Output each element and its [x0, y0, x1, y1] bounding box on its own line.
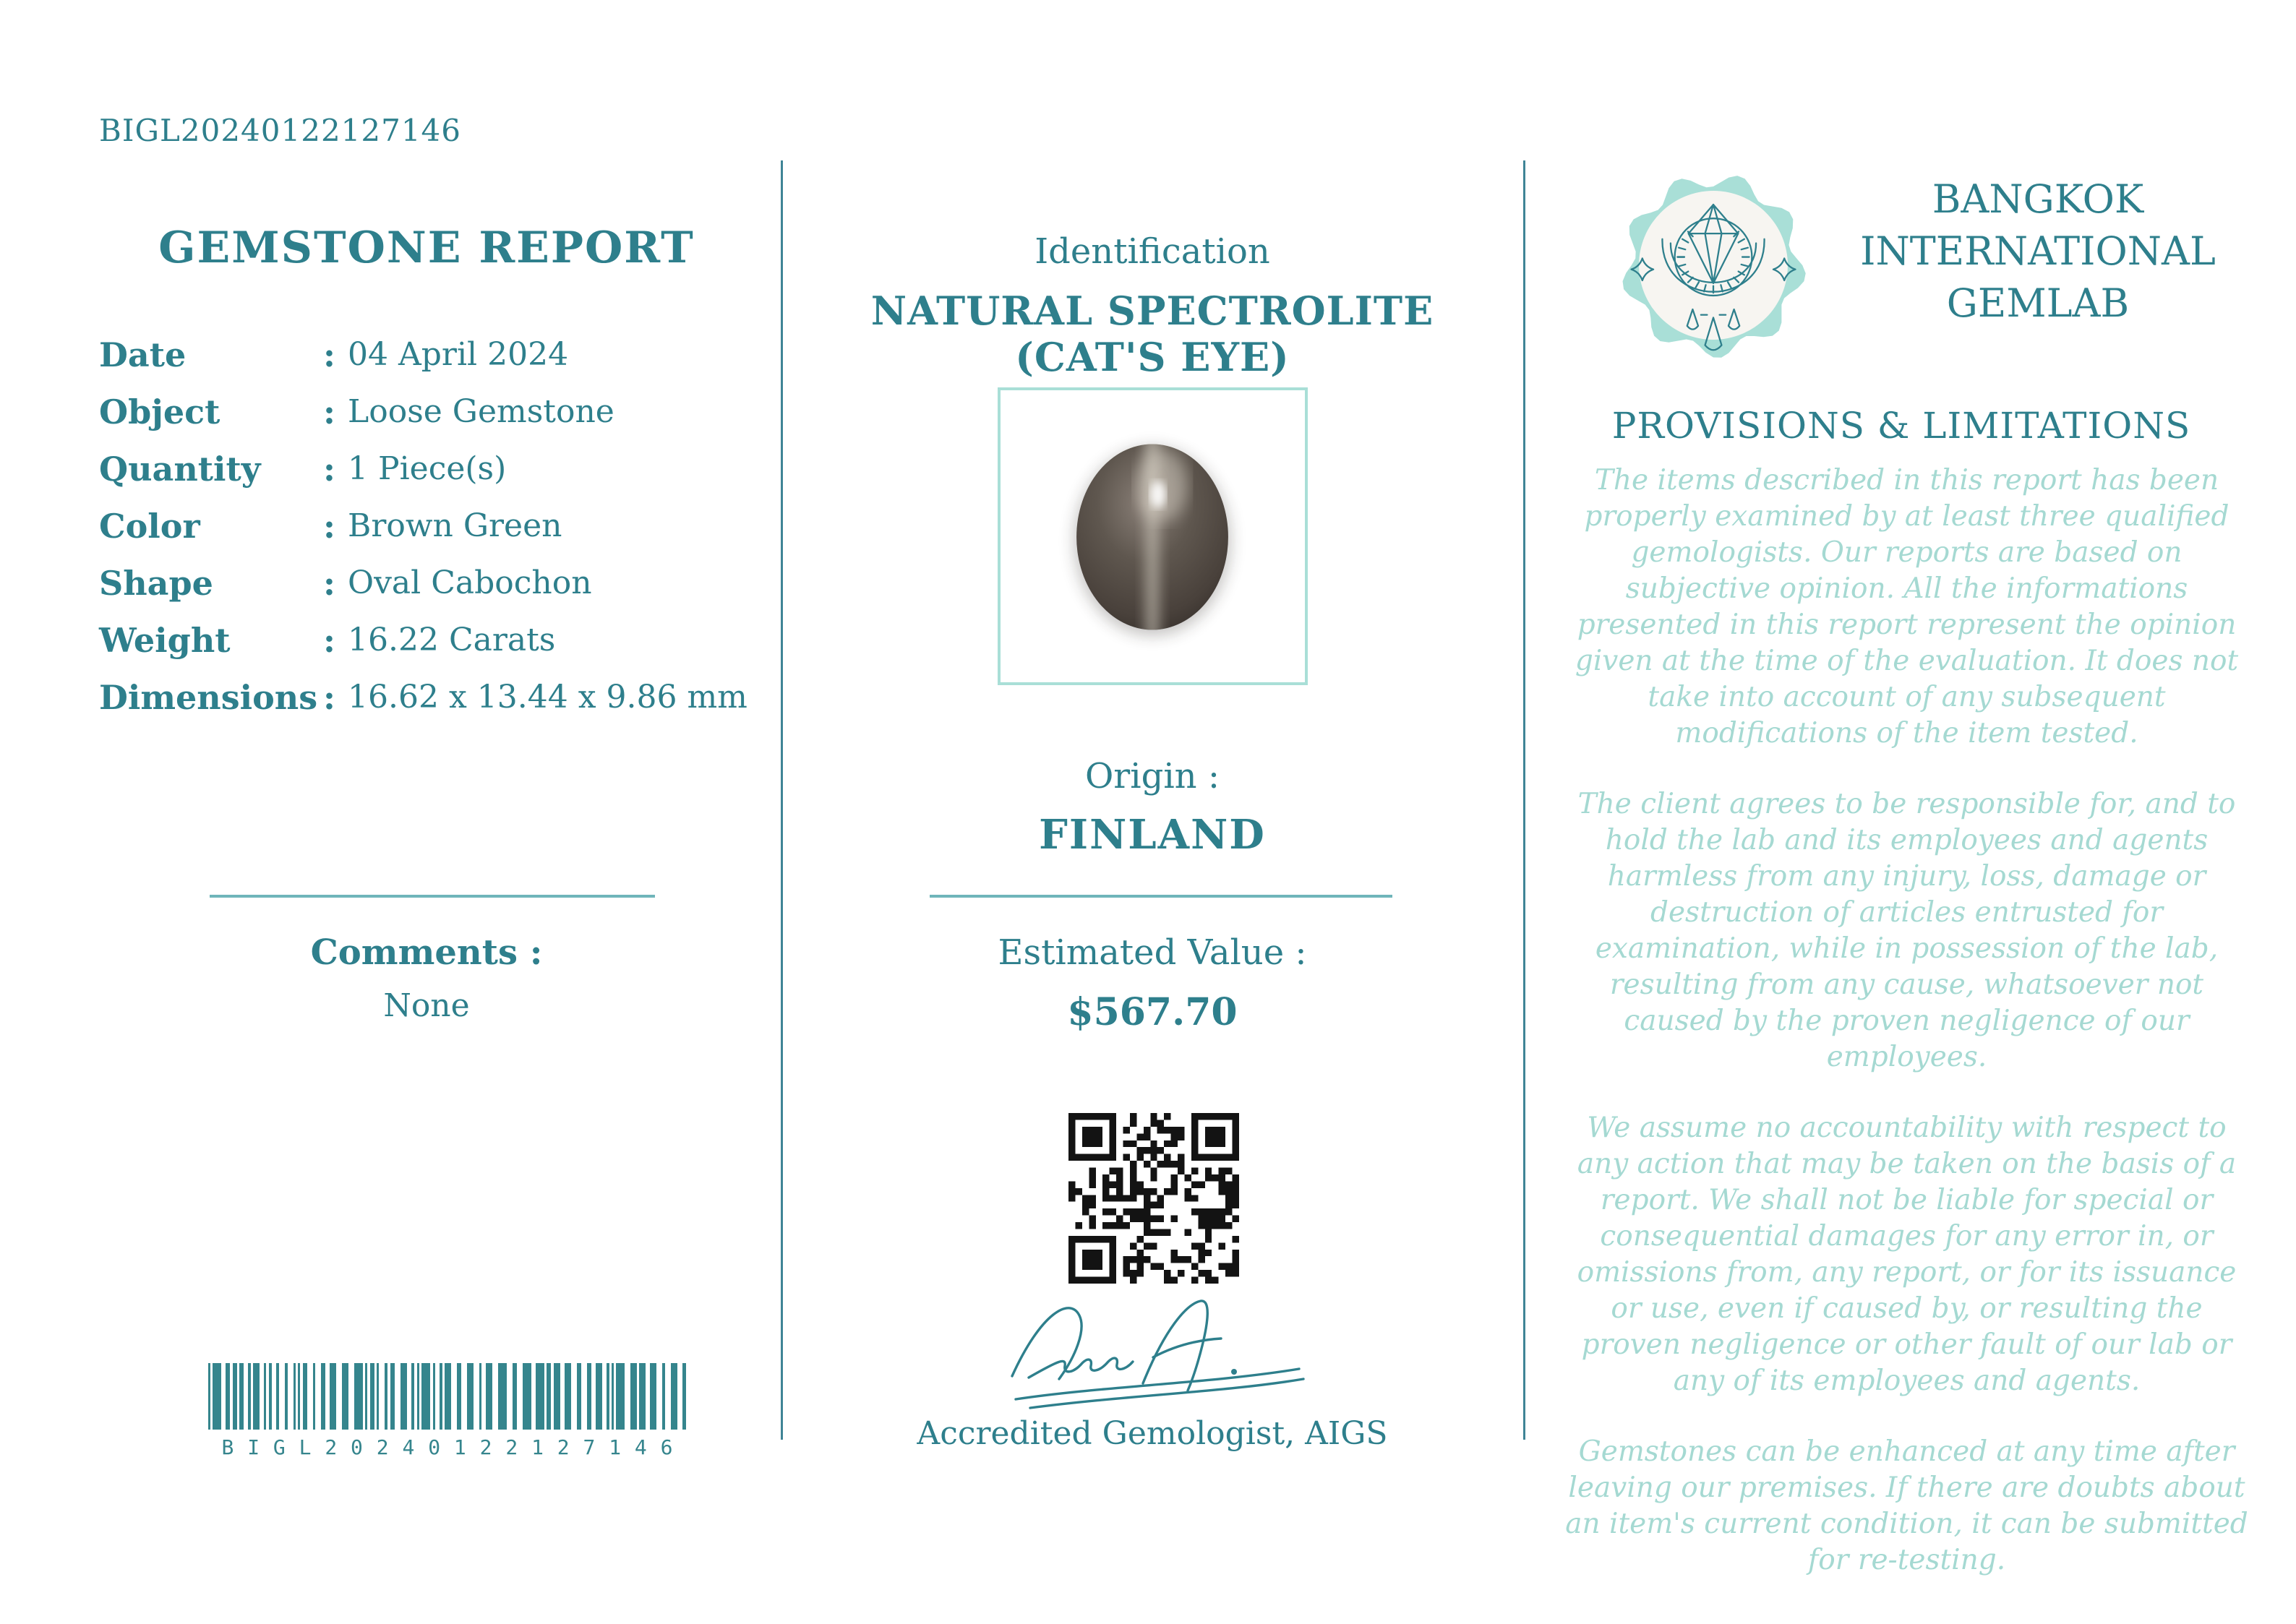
gem-photo-frame — [998, 387, 1308, 685]
provisions-heading: PROVISIONS & LIMITATIONS — [1611, 405, 2191, 447]
provisions-text — [1558, 463, 2256, 1578]
field-label: Shape — [99, 564, 213, 603]
qr-code — [1068, 1113, 1239, 1284]
provisions-paragraph: The items described in this report has been properly examined by at least three qualified gemologists. Our reports are based on subjective opinion. All the informations presented in this report represent the opinion given at the time of the evaluation. It does not take into account of any subsequent modifications of the item tested. — [1575, 464, 2239, 749]
report-fields — [99, 337, 771, 736]
barcode-text: B I G L 2 0 2 4 0 1 2 2 1 2 7 1 4 6 — [221, 1435, 674, 1459]
field-colon: : — [323, 392, 335, 431]
gemologist-title: Accredited Gemologist, AIGS — [917, 1415, 1388, 1452]
field-colon: : — [323, 450, 335, 489]
field-row-weight — [99, 622, 771, 679]
estimated-value-amount: $567.70 — [1067, 990, 1238, 1034]
field-label: Dimensions — [99, 678, 318, 717]
column-divider-right — [1523, 160, 1525, 1440]
field-value: Loose Gemstone — [348, 393, 614, 430]
field-label: Quantity — [99, 450, 261, 489]
certificate-number: BIGL20240122127146 — [99, 113, 461, 148]
origin-label: Origin : — [1084, 756, 1220, 796]
field-value: Oval Cabochon — [348, 564, 592, 601]
field-value: 16.22 Carats — [348, 622, 556, 658]
lab-name — [1811, 173, 2265, 330]
signature-name — [0, 0, 1, 1]
field-colon: : — [323, 335, 335, 374]
origin-value: FINLAND — [1039, 811, 1266, 859]
gemologist-signature — [972, 1291, 1334, 1419]
provisions-paragraph: We assume no accountability with respect to any action that may be taken on the basis of a report. We shall not be liable for special or consequential damages for any error in, or omissions from, any report, or for its issuance or use, even if caused by, or resulting the proven negligence or other fault of our lab or any of its employees and agents. — [1577, 1112, 2237, 1397]
provisions-paragraph: The client agrees to be responsible for, and to hold the lab and its employees and agents harmless from any injury, loss, damage or destruction of articles entrusted for examination, while in possession of the lab, resulting from any cause, whatsoever not caused by the proven negligence of our employees. — [1577, 788, 2236, 1073]
lab-logo gem-emblem-icon — [1616, 162, 1810, 369]
identification-heading: Identification — [1035, 231, 1270, 272]
barcode — [208, 1363, 687, 1430]
gem-identification-line2: (CAT'S EYE) — [1015, 334, 1290, 380]
field-row-dimensions — [99, 679, 771, 736]
field-colon: : — [323, 621, 335, 660]
field-row-color — [99, 508, 771, 565]
field-row-quantity — [99, 451, 771, 508]
comments-value: None — [383, 987, 470, 1024]
field-row-date — [99, 337, 771, 394]
field-colon: : — [323, 507, 335, 546]
comments-label: Comments : — [310, 932, 543, 973]
lab-name-line2: INTERNATIONAL — [1860, 228, 2216, 274]
field-label: Weight — [99, 621, 231, 660]
report-title: GEMSTONE REPORT — [158, 223, 695, 273]
field-value: 1 Piece(s) — [348, 450, 507, 487]
comments-divider — [210, 895, 655, 898]
lab-name-line3: GEMLAB — [1946, 280, 2130, 326]
estimated-value-label: Estimated Value : — [998, 932, 1307, 973]
field-value: Brown Green — [348, 507, 562, 544]
field-label: Date — [99, 335, 187, 374]
gem-identification-line1: NATURAL SPECTROLITE — [870, 288, 1434, 334]
field-label: Object — [99, 392, 220, 431]
value-divider — [930, 895, 1392, 898]
gem-photo — [1001, 390, 1305, 682]
field-label: Color — [99, 507, 200, 546]
column-divider-left — [781, 160, 783, 1440]
field-value: 04 April 2024 — [348, 336, 569, 373]
field-row-shape — [99, 565, 771, 622]
field-value: 16.62 x 13.44 x 9.86 mm — [348, 679, 748, 716]
provisions-paragraph: Gemstones can be enhanced at any time after leaving our premises. If there are doubts about an item's current condition, it can be submitted for re-testing. — [1565, 1435, 2248, 1576]
field-colon: : — [323, 564, 335, 603]
lab-name-line1: BANGKOK — [1932, 176, 2144, 222]
field-row-object — [99, 394, 771, 451]
field-colon: : — [323, 678, 335, 717]
